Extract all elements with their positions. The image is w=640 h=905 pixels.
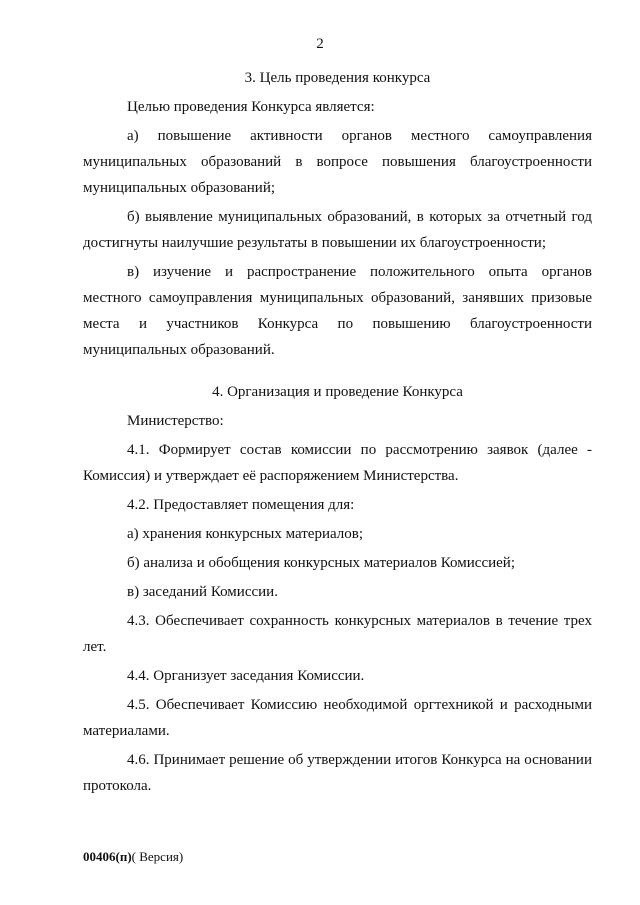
document-code: 00406(п): [83, 849, 132, 864]
paragraph: в) заседаний Комиссии.: [127, 584, 278, 600]
paragraph: а) повышение активности органов местного самоуправления муниципальных образований в вопросе повышения благоустроенности муниципальных образований;: [83, 128, 592, 196]
document-version: ( Версия): [131, 849, 184, 864]
paragraph: а) хранения конкурсных материалов;: [127, 526, 364, 542]
paragraph: Целью проведения Конкурса является:: [127, 99, 375, 115]
section-organization: [83, 379, 592, 802]
paragraph: 4.6. Принимает решение об утверждении итогов Конкурса на основании протокола.: [83, 752, 592, 794]
section-heading-goal: 3. Цель проведения конкурса: [244, 70, 431, 86]
paragraph: 4.3. Обеспечивает сохранность конкурсных материалов в течение трех лет.: [83, 613, 592, 655]
page-number: 2: [316, 36, 324, 52]
section-goal: [83, 65, 592, 366]
document-footer: [83, 849, 183, 865]
paragraph: б) анализа и обобщения конкурсных материалов Комиссией;: [127, 555, 515, 571]
paragraph: Министерство:: [127, 413, 224, 429]
paragraph: б) выявление муниципальных образований, в которых за отчетный год достигнуты наилучшие результаты в повышении их благоустроенности;: [83, 209, 592, 251]
paragraph: 4.1. Формирует состав комиссии по рассмотрению заявок (далее - Комиссия) и утверждает её распоряжением Министерства.: [83, 442, 592, 484]
paragraph: в) изучение и распространение положительного опыта органов местного самоуправления муниципальных образований, занявших призовые места и участников Конкурса по повышению благоустроенности муниципальных образований.: [83, 264, 592, 358]
section-heading-organization: 4. Организация и проведение Конкурса: [212, 384, 463, 400]
paragraph: 4.2. Предоставляет помещения для:: [127, 497, 355, 513]
paragraph: 4.4. Организует заседания Комиссии.: [127, 668, 365, 684]
paragraph: 4.5. Обеспечивает Комиссию необходимой оргтехникой и расходными материалами.: [83, 697, 592, 739]
